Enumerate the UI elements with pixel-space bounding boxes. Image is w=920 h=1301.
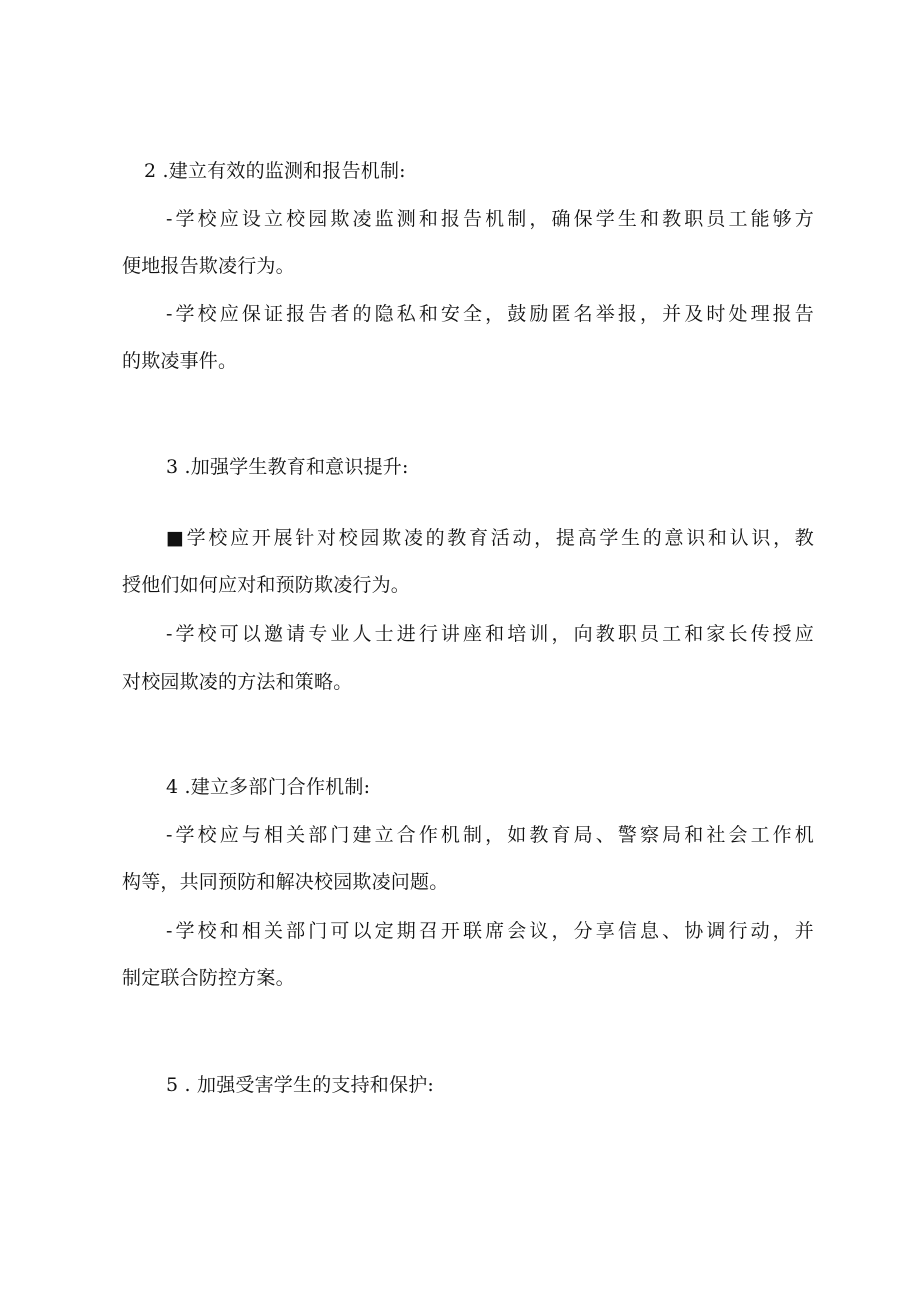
paragraph-line: -学校可以邀请专业人士进行讲座和培训，向教职员工和家长传授应 bbox=[166, 623, 814, 645]
paragraph-line: 的欺凌事件。 bbox=[122, 350, 238, 372]
paragraph-line: 制定联合防控方案。 bbox=[122, 967, 295, 989]
paragraph-line: 对校园欺凌的方法和策略。 bbox=[122, 671, 353, 693]
paragraph-line: -学校应与相关部门建立合作机制，如教育局、警察局和社会工作机 bbox=[166, 824, 814, 846]
section-heading-4: 4 .建立多部门合作机制: bbox=[166, 776, 371, 798]
section-heading-3: 3 .加强学生教育和意识提升: bbox=[166, 456, 409, 478]
paragraph-line: ■学校应开展针对校园欺凌的教育活动，提高学生的意识和认识，教 bbox=[166, 527, 814, 549]
paragraph-line: -学校和相关部门可以定期召开联席会议，分享信息、协调行动，并 bbox=[166, 920, 814, 942]
paragraph-line: 授他们如何应对和预防欺凌行为。 bbox=[122, 574, 411, 596]
paragraph-line: -学校应保证报告者的隐私和安全，鼓励匿名举报，并及时处理报告 bbox=[166, 303, 814, 325]
paragraph-line: -学校应设立校园欺凌监测和报告机制，确保学生和教职员工能够方 bbox=[166, 208, 814, 230]
paragraph-line: 便地报告欺凌行为。 bbox=[122, 255, 295, 277]
section-heading-5: 5 . 加强受害学生的支持和保护: bbox=[166, 1074, 435, 1096]
paragraph-line: 构等，共同预防和解决校园欺凌问题。 bbox=[122, 871, 449, 893]
section-heading-2: 2 .建立有效的监测和报告机制: bbox=[144, 160, 406, 182]
